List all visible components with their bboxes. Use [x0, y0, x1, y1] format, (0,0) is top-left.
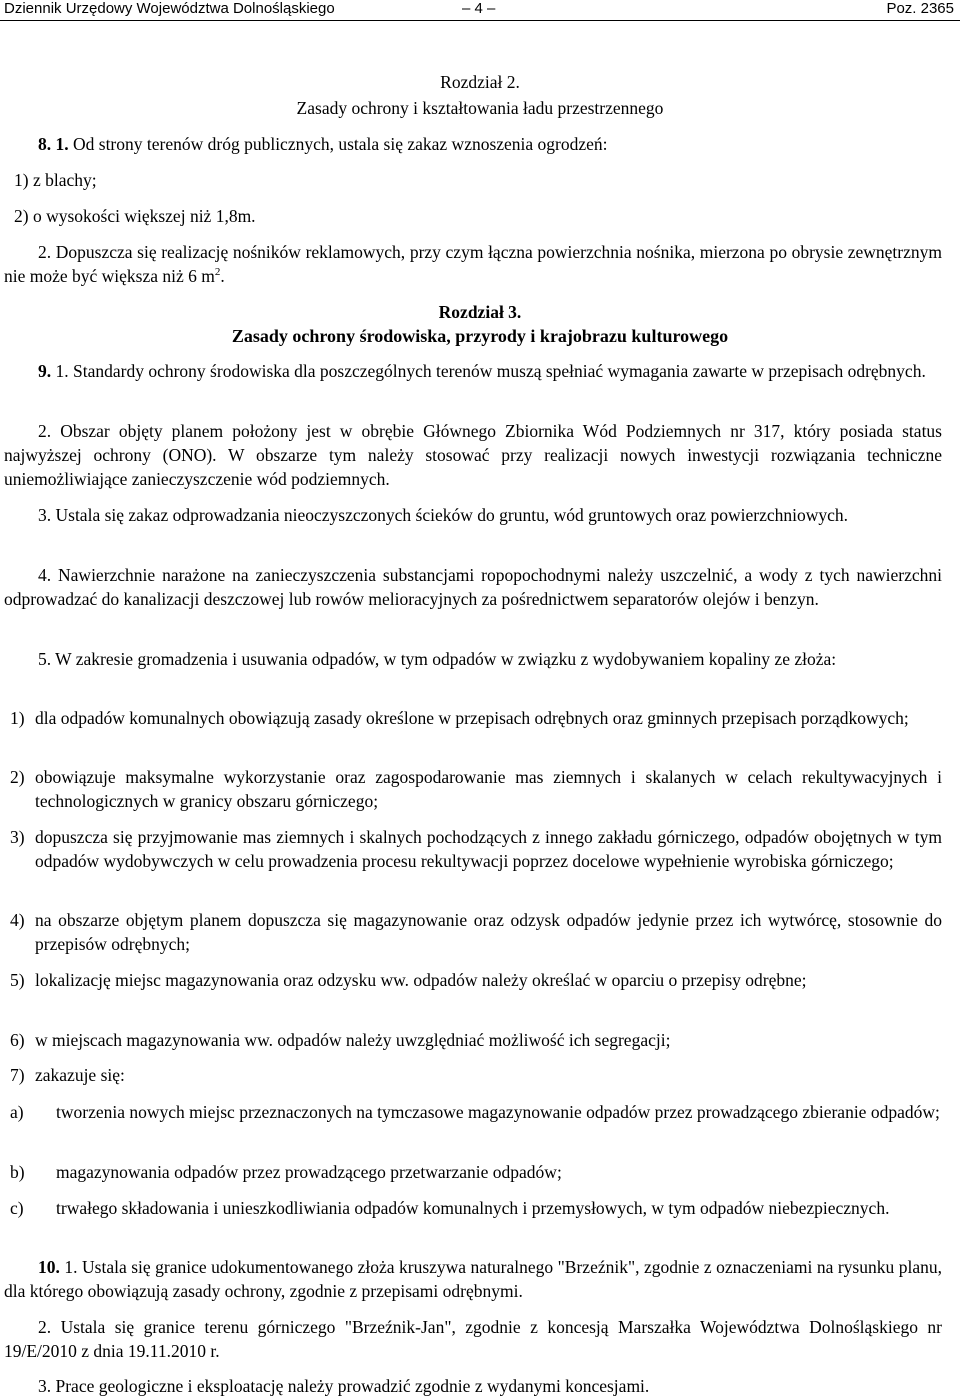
paragraph-text: Od strony terenów dróg publicznych, ustala się zakaz wznoszenia ogrodzeń: [73, 134, 608, 154]
list-item: 1) z blachy; [14, 170, 97, 190]
list-item: 7) zakazuje się: [10, 1065, 125, 1085]
list-item: 4) na obszarze objętym planem dopuszcza się magazynowanie oraz odzysk odpadów jedynie przez ich wytwórcę, stosownie do przepisów odrębnych; [10, 910, 942, 954]
paragraph-9-1: 9. 1. Standardy ochrony środowiska dla poszczególnych terenów muszą spełniać wymagania zawarte w przepisach odrębnych. [38, 361, 926, 381]
paragraph-10-1: 10. 1. Ustala się granice udokumentowanego złoża kruszywa naturalnego "Brzeźnik", zgodnie z oznaczeniami na rysunku planu, dla którego obowiązują zasady ochrony, zgodnie z przepisami odrębnymi. [4, 1257, 943, 1301]
paragraph-8-2: 2. Dopuszcza się realizację nośników reklamowych, przy czym łączna powierzchnia nośnika, mierzona po obrysie zewnętrznym nie może być większa niż 6 $m^2$. [4, 242, 942, 286]
paragraph-9-3: 3. Ustala się zakaz odprowadzania nieoczyszczonych ścieków do gruntu, wód gruntowych oraz powierzchniowych. [38, 505, 849, 525]
paragraph-9-4: 4. Nawierzchnie narażone na zanieczyszczenia substancjami ropopochodnymi należy uszczelnić, a wody z tych nawierzchni odprowadzać do kanalizacji deszczowej lub rowów melioracyjnych za pośrednictwem separatorów olejów i benzyn. [4, 565, 942, 609]
list-item: 1) dla odpadów komunalnych obowiązują zasady określone w przepisach odrębnych oraz gminnych przepisach porządkowych; [10, 708, 909, 728]
paragraph-10-3: 3. Prace geologiczne i eksploatację należy prowadzić zgodnie z wydanymi koncesjami. [38, 1376, 650, 1396]
list-item: 2) o wysokości większej niż 1,8m. [14, 206, 256, 226]
paragraph-10-2: 2. Ustala się granice terenu górniczego "Brzeźnik-Jan", zgodnie z koncesją Marszałka Województwa Dolnośląskiego nr 19/E/2010 z dnia 19.11.2010 r. [4, 1317, 942, 1361]
list-item: 6) w miejscach magazynowania ww. odpadów należy uwzględniać możliwość ich segregacji; [10, 1030, 671, 1050]
paragraph-9-5: 5. W zakresie gromadzenia i usuwania odpadów, w tym odpadów w związku z wydobywaniem kopaliny ze złoża: [38, 649, 837, 669]
chapter-3-subtitle: Zasady ochrony środowiska, przyrody i krajobrazu kulturowego [231, 326, 729, 346]
chapter-2-subtitle: Zasady ochrony i kształtowania ładu przestrzennego [296, 98, 664, 118]
list-item: 3) dopuszcza się przyjmowanie mas ziemnych i skalnych pochodzących z innego zakładu górniczego, odpadów obojętnych w tym odpadów wydobywczych w celu prowadzenia procesu rekultywacji poprzez docelowe wypełnienie wyrobiska górniczego; [10, 827, 942, 871]
sub-list-item: b) magazynowania odpadów przez prowadzącego przetwarzanie odpadów; [10, 1162, 562, 1182]
list-item: 2) obowiązuje maksymalne wykorzystanie oraz zagospodarowanie mas ziemnych i skalanych w celach rekultywacyjnych i technologicznych w granicy obszaru górniczego; [10, 767, 942, 811]
paragraph-9-2: 2. Obszar objęty planem położony jest w obrębie Głównego Zbiornika Wód Podziemnych nr 317, który posiada status najwyższej ochrony (ONO). W obszarze tym należy stosować przy realizacji nowych inwestycji rozwiązania techniczne uniemożliwiające zanieczyszczenie wód podziemnych. [4, 421, 942, 489]
sub-list-item: a) tworzenia nowych miejsc przeznaczonych na tymczasowe magazynowanie odpadów przez prowadzącego zbieranie odpadów; [10, 1102, 940, 1122]
position-number: Poz. 2365 [886, 0, 954, 17]
header-divider [0, 20, 960, 21]
list-item: 5) lokalizację miejsc magazynowania oraz odzysku ww. odpadów należy określać w oparciu o przepisy odrębne; [10, 970, 807, 990]
page-number: – 4 – [462, 0, 496, 17]
paragraph-number: 8. 1. [38, 134, 69, 154]
journal-name: Dziennik Urzędowy Województwa Dolnośląskiego [4, 0, 335, 17]
page-header [0, 0, 960, 22]
paragraph-8-1 [38, 132, 942, 156]
chapter-3-title: Rozdział 3. [438, 302, 522, 322]
sub-list-item: c) trwałego składowania i unieszkodliwiania odpadów komunalnych i przemysłowych, w tym odpadów niebezpiecznych. [10, 1198, 890, 1218]
chapter-2-title: Rozdział 2. [440, 72, 520, 92]
